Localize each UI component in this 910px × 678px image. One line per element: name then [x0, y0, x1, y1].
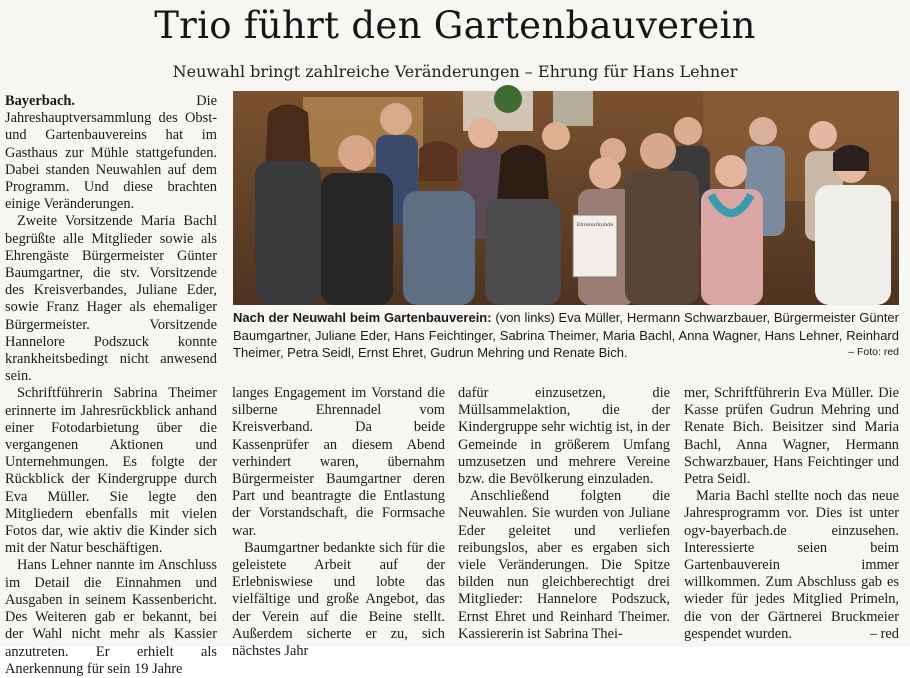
paragraph: langes Engagement im Vorstand die silberne Ehrennadel vom Kreisverband. Da beide Kassenprüfer an diesem Abend verhindert waren, übernahm Bürgermeister Baumgartner deren Part und beantragte die Entlastung der Vorstandschaft, die Formsache war.: [232, 385, 445, 539]
paragraph-with-signature: [684, 488, 899, 643]
article-headline: Trio führt den Gartenbauverein: [154, 4, 756, 47]
photo-caption: [233, 309, 899, 362]
paragraph: dafür einzusetzen, die Müllsammelaktion, die der Kindergruppe sehr wichtig ist, in der Gemeinde in größerem Umfang umzusetzen und mehrere Vereine bzw. die Bevölkerung einzuladen.: [458, 385, 670, 488]
caption-text: (von links) Eva Müller, Hermann Schwarzbauer, Bürgermeister Günter Baumgartner, Juliane Eder, Hans Feichtinger, Sabrina Theimer, Maria Bachl, Anna Wagner, Hans Lehner, Reinhard Theimer, Petra Seidl, Ernst Ehret, Gudrun Mehring und Renate Bich.: [233, 310, 899, 360]
text-column-4: [684, 385, 899, 642]
paragraph-text: Maria Bachl stellte noch das neue Jahresprogramm vor. Dies ist unter ogv-bayerbach.de einzusehen. Interessierte seien beim Gartenbauverein immer willkommen. Zum Abschluss gab es wieder für jedes Mitglied Primeln, die von der Gärtnerei Bruckmeier gespendet wurden.: [684, 488, 899, 642]
article-subheadline: Neuwahl bringt zahlreiche Veränderungen – Ehrung für Hans Lehner: [172, 62, 738, 81]
paragraph: Anschließend folgten die Neuwahlen. Sie wurden von Juliane Eder geleitet und verliefen reibungslos, aber es ergaben sich viele Veränderungen. Die Spitze bilden nun gleichberechtigt drei Mitglieder: Hannelore Podszuck, Ernst Ehret und Reinhard Theimer. Kassiererin ist Sabrina Thei-: [458, 488, 670, 642]
paragraph: mer, Schriftführerin Eva Müller. Die Kasse prüfen Gudrun Mehring und Renate Bich. Beisitzer sind Maria Bachl, Anna Wagner, Hermann Schwarzbauer, Hans Feichtinger und Petra Seidl.: [684, 385, 899, 488]
photo-credit: – Foto: red: [848, 346, 899, 358]
text-column-2: [232, 385, 445, 660]
dateline: Bayerbach.: [5, 93, 75, 109]
text-column-1: [5, 93, 217, 677]
paragraph: Zweite Vorsitzende Maria Bachl begrüßte alle Mitglieder sowie als Ehrengäste Bürgermeister Günter Baumgartner, die stv. Vorsitzende des Kreisverbandes, Juliane Eder, sowie Franz Hager als ehemaliger Bürgermeister. Vorsitzende Hannelore Podszuck konnte krankheitsbedingt nicht anwesend sein.: [5, 213, 217, 385]
lead-paragraph: [5, 93, 217, 213]
paragraph: Hans Lehner nannte im Anschluss im Detail die Einnahmen und Ausgaben in seinem Kassenbericht. Des Weiteren gab er bekannt, bei der Wahl nicht mehr als Kassier anzutreten. Er erhielt als Anerkennung für sein 19 Jahre: [5, 557, 217, 677]
paragraph: Baumgartner bedankte sich für die geleistete Arbeit auf der Erlebniswiese und lobte das vielfältige und große Angebot, das der Verein auf die Beine stellt. Außerdem sicherte er zu, sich nächstes Jahr: [232, 539, 445, 660]
caption-lead: Nach der Neuwahl beim Gartenbauverein:: [233, 310, 492, 325]
group-photo: [233, 91, 899, 305]
paragraph-text: Die Jahreshauptversammlung des Obst- und Gartenbauvereins hat im Gasthaus zur Mühle stattgefunden. Dabei standen Neuwahlen auf dem Programm. Und diese brachten einige Veränderungen.: [5, 93, 217, 213]
group-photo-illustration: [233, 91, 899, 305]
certificate-heading: Ehrenurkunde: [576, 222, 614, 228]
paragraph: Schriftführerin Sabrina Theimer erinnerte im Jahresrückblick anhand einer Fotodarbietung über die vergangenen Aktionen und Unternehmungen. Es folgte der Rückblick der Kindergruppe durch Eva Müller. Sie legte den Mitgliedern ebenfalls mit vielen Fotos dar, wie aktiv die Kinder sich mit der Natur beschäftigen.: [5, 385, 217, 557]
text-column-3: [458, 385, 670, 642]
author-signature: – red: [869, 625, 899, 642]
